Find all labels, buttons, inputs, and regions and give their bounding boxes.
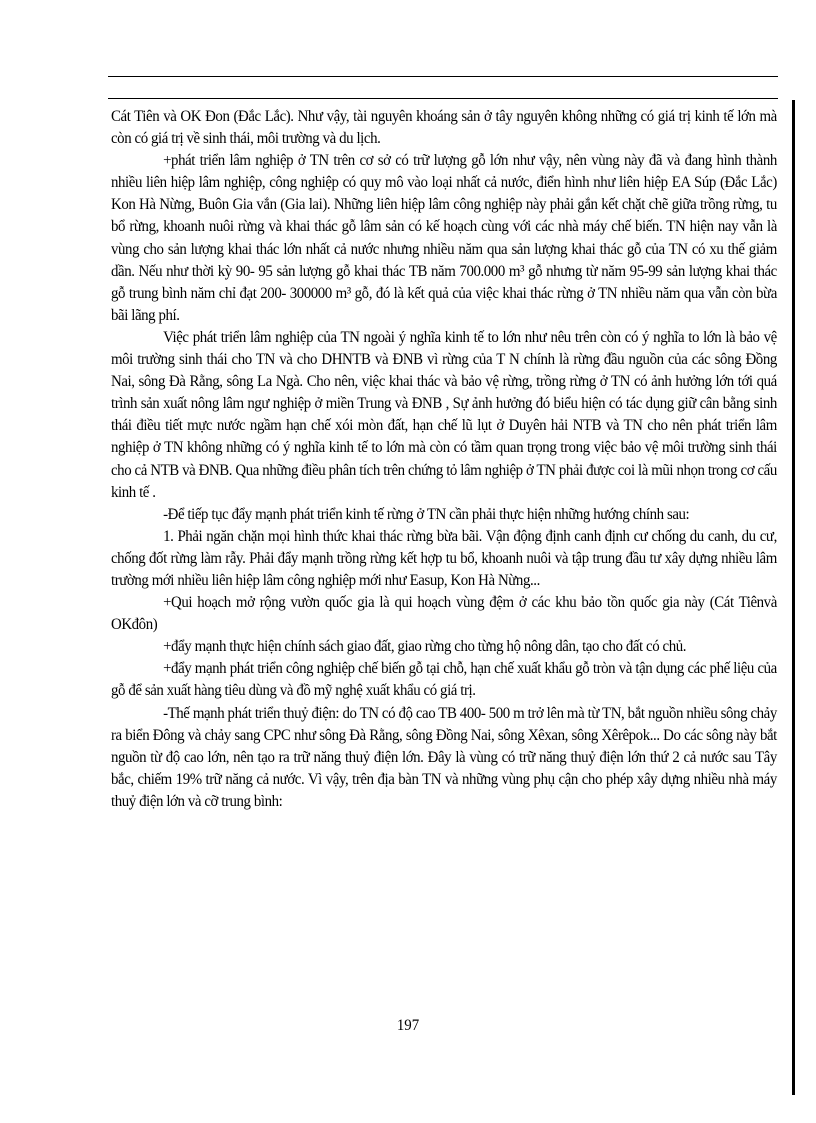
paragraph: +đẩy mạnh thực hiện chính sách giao đất, giao rừng cho từng hộ nông dân, tạo cho đất có chủ. xyxy=(163,638,687,656)
paragraph: +phát triển lâm nghiệp ở TN trên cơ sở có trữ lượng gỗ lớn như vậy, nên vùng này đã và đang hình thành nhiều liên hiệp lâm nghiệp, công nghiệp có quy mô vào loại nhất cả nước, điển hình như liên hiệp EA Súp (Đắc Lắc) Kon Hà Nừng, Buôn Gia vắn (Gia lai). Những liên hiệp lâm công nghiệp này phải gắn kết chặt chẽ giữa trồng rừng, tu bổ rừng, khoanh nuôi rừng và khai thác gỗ lâm sản có kế hoạch cùng với các nhà máy chế biến. TN hiện nay vẫn là vùng cho sản lượng khai thác lớn nhất cả nước nhưng nhiều năm qua sản lượng khai thác gỗ của TN có xu thế giảm dần. Nếu như thời kỳ 90- 95 sản lượng gỗ khai thác TB năm 700.000 m³ gỗ nhưng từ năm 95-99 sản lượng khai thác gỗ trung bình năm chỉ đạt 200- 300000 m³ gỗ, đó là kết quả của việc khai thác rừng ở TN nhiều năm qua vẫn còn bừa bãi lãng phí. xyxy=(111,152,777,324)
paragraph: 1. Phải ngăn chặn mọi hình thức khai thác rừng bừa bãi. Vận động định canh định cư chống du canh, du cư, chống đốt rừng làm rẫy. Phải đẩy mạnh trồng rừng kết hợp tu bổ, khoanh nuôi và tập trung đầu tư xây dựng nhiều lâm trường mới nhiều liên hiệp lâm công nghiệp mới như Easup, Kon Hà Nừng... xyxy=(111,527,777,589)
page-edge-bar xyxy=(792,100,795,1095)
paragraph: -Để tiếp tục đẩy mạnh phát triển kinh tế rừng ở TN cần phải thực hiện những hướng chính sau: xyxy=(163,505,690,523)
page-number: 197 xyxy=(396,1017,420,1034)
body-text xyxy=(111,106,777,813)
paragraph: +đẩy mạnh phát triển công nghiệp chế biến gỗ tại chỗ, hạn chế xuất khẩu gỗ tròn và tận dụng các phế liệu của gỗ để sản xuất hàng tiêu dùng và đồ mỹ nghệ xuất khẩu có giá trị. xyxy=(111,660,777,700)
header-rule-bottom xyxy=(108,98,778,99)
header-rule-top xyxy=(108,76,778,77)
paragraph: -Thế mạnh phát triển thuỷ điện: do TN có độ cao TB 400- 500 m trở lên mà từ TN, bắt nguồn nhiều sông chảy ra biển Đông và chảy sang CPC như sông Đà Rằng, sông Đồng Nai, sông Xêxan, sông Xêrêpok... Do các sông này bắt nguồn từ độ cao lớn, nên tạo ra trữ năng thuỷ điện lớn. Đây là vùng có trữ năng thuỷ điện lớn thứ 2 cả nước sau Tây bắc, chiếm 19% trữ năng cả nước. Vì vậy, trên địa bàn TN và những vùng phụ cận cho phép xây dựng nhiều nhà máy thuỷ điện lớn và cỡ trung bình: xyxy=(111,704,777,810)
paragraph: +Qui hoạch mở rộng vườn quốc gia là qui hoạch vùng đệm ở các khu bảo tồn quốc gia này (Cát Tiênvà OKđôn) xyxy=(111,594,777,634)
paragraph: Việc phát triển lâm nghiệp của TN ngoài ý nghĩa kinh tế to lớn như nêu trên còn có ý nghĩa to lớn là bảo vệ môi trường sinh thái cho TN và cho DHNTB và ĐNB vì rừng của T N chính là rừng đầu nguồn của các sông Đồng Nai, sông Đà Rằng, sông La Ngà. Cho nên, việc khai thác và bảo vệ rừng, trồng rừng ở TN có ảnh hưởng lớn tới quá trình sản xuất nông lâm ngư nghiệp ở miền Trung và ĐNB , Sự ảnh hưởng đó biểu hiện có tác dụng giữ cân bằng sinh thái điều tiết mực nước ngầm hạn chế xói mòn đất, hạn chế lũ lụt ở Duyên hải NTB và TN cho nên phát triển lâm nghiệp ở TN không những có ý nghĩa kinh tế to lớn mà còn có tầm quan trọng trong việc bảo vệ môi trường sinh thái cho cả NTB và ĐNB. Qua những điều phân tích trên chứng tỏ lâm nghiệp ở TN phải được coi là mũi nhọn trong cơ cấu kinh tế . xyxy=(111,328,777,501)
paragraph: Cát Tiên và OK Đon (Đắc Lắc). Như vậy, tài nguyên khoáng sản ở tây nguyên không những có giá trị kinh tế lớn mà còn có giá trị về sinh thái, môi trường và du lịch. xyxy=(111,108,777,148)
